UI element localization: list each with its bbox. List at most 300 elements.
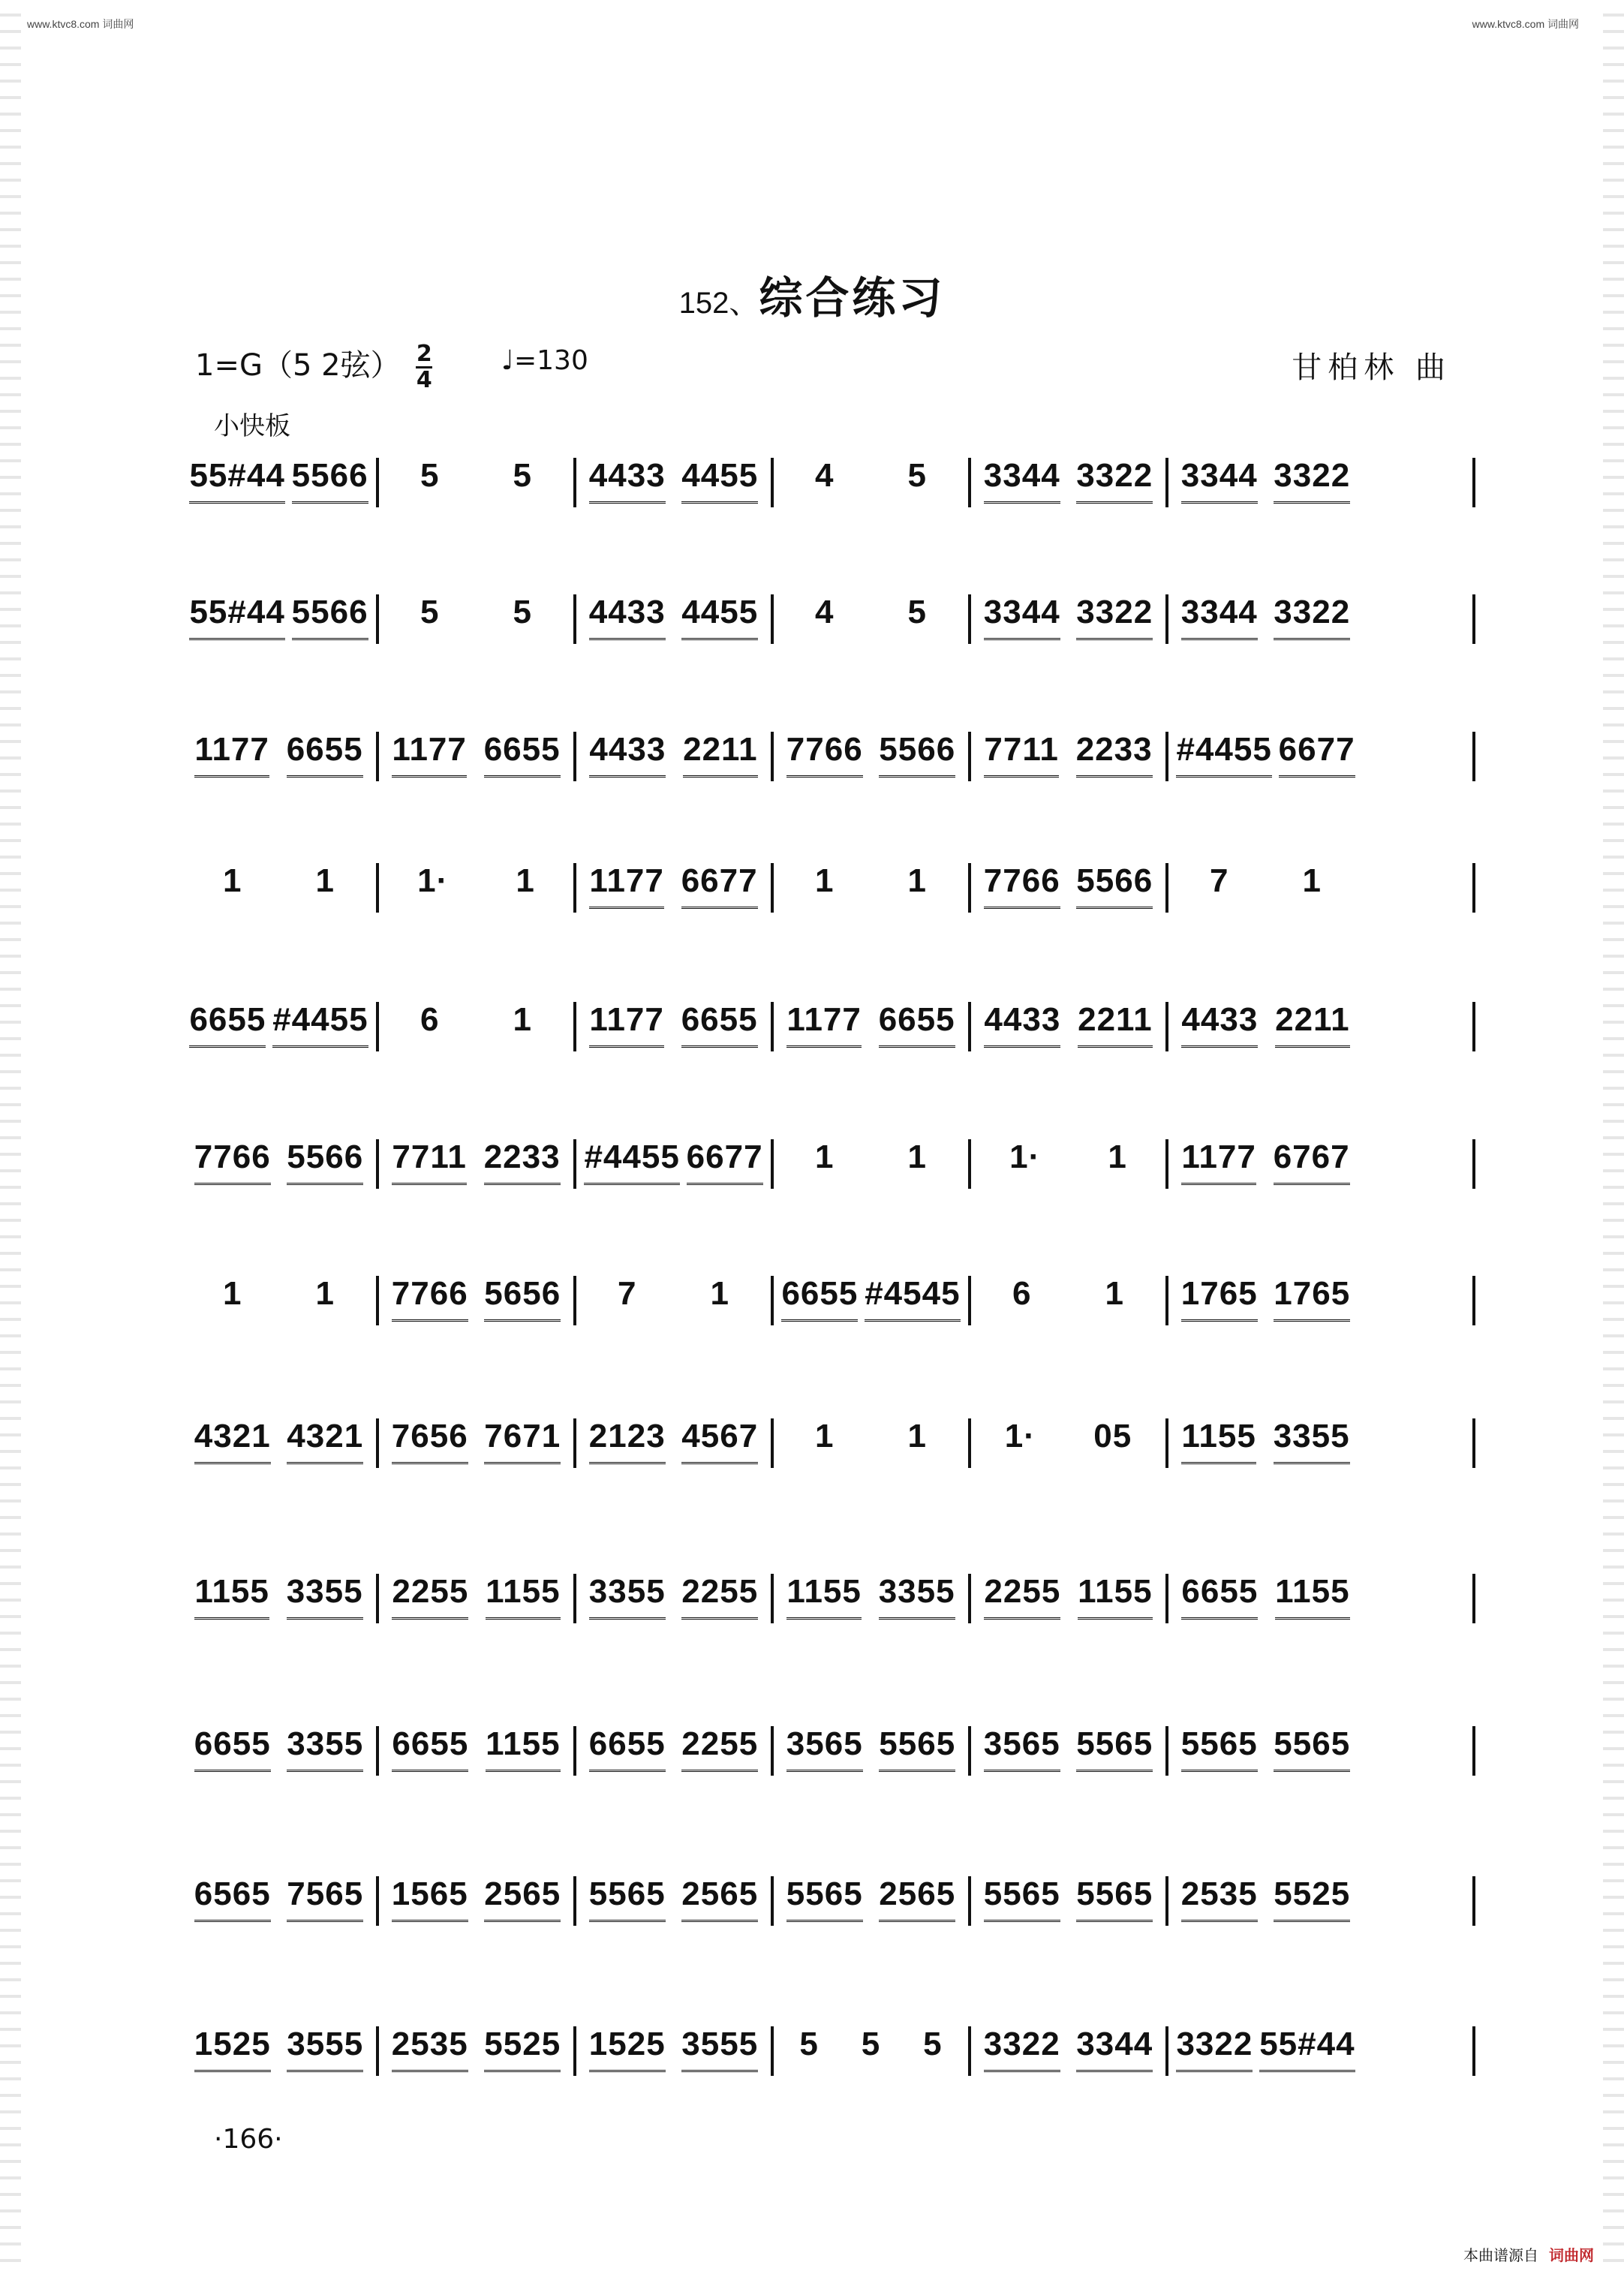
- note-group: 4433: [1181, 1002, 1258, 1048]
- barline: [1165, 1418, 1168, 1468]
- note-group: 5656: [484, 1276, 561, 1322]
- key-label: 1=G（5 2弦）: [195, 348, 401, 383]
- barline-end: [1472, 1002, 1475, 1051]
- note-group: 4321: [194, 1418, 271, 1464]
- barline: [376, 594, 379, 644]
- barline: [968, 863, 971, 913]
- note-group: 1765: [1274, 1276, 1350, 1322]
- note-group: 3322: [984, 2026, 1060, 2072]
- note-group: 1: [315, 1275, 335, 1312]
- score-row: [180, 1574, 1471, 1626]
- note-group: 1: [1108, 1139, 1127, 1175]
- barline: [573, 458, 576, 507]
- note-group: 5525: [484, 2026, 561, 2072]
- measure: [186, 1726, 371, 1779]
- measure: [976, 1276, 1161, 1328]
- measure: [383, 594, 569, 647]
- measure: [1173, 1139, 1358, 1192]
- score-row: [180, 1726, 1471, 1779]
- note-group: 1155: [786, 1574, 861, 1620]
- barline: [376, 1139, 379, 1189]
- measure: [1173, 2026, 1358, 2079]
- note-group: 1155: [486, 1574, 560, 1620]
- note-group: 3355: [287, 1574, 363, 1620]
- note-group: 2255: [392, 1574, 468, 1620]
- barline: [968, 1876, 971, 1926]
- barline: [376, 1726, 379, 1776]
- note-group: 1155: [1275, 1574, 1349, 1620]
- note-group: 1: [710, 1275, 729, 1312]
- measure: [581, 1139, 766, 1192]
- note-group: 2565: [681, 1876, 758, 1922]
- note-group: 7656: [392, 1418, 468, 1464]
- measure: [383, 1418, 569, 1471]
- note-group: 5: [513, 594, 532, 630]
- page-number: ·166·: [214, 2124, 283, 2155]
- barline: [376, 1876, 379, 1926]
- note-group: 5: [907, 457, 927, 494]
- barline: [1165, 732, 1168, 781]
- note-group: 1·: [1004, 1418, 1036, 1454]
- note-group: 7: [1210, 862, 1229, 899]
- measure: [1173, 1876, 1358, 1929]
- barline-end: [1472, 1276, 1475, 1325]
- measure: [186, 1574, 371, 1626]
- note-group: 1177: [194, 732, 269, 778]
- barline: [573, 863, 576, 913]
- note-group: 2255: [984, 1574, 1060, 1620]
- barline: [376, 732, 379, 781]
- note-group: #4455: [584, 1139, 679, 1185]
- measure: [1173, 1276, 1358, 1328]
- note-group: 6677: [1279, 732, 1355, 778]
- note-group: 1: [1302, 862, 1322, 899]
- measure: [778, 594, 964, 647]
- barline: [376, 2026, 379, 2076]
- note-group: 7: [618, 1275, 637, 1312]
- measure: [383, 458, 569, 510]
- note-group: 6655: [392, 1726, 468, 1772]
- measure: [383, 1139, 569, 1192]
- measure: [581, 2026, 766, 2079]
- measure: [976, 732, 1161, 784]
- measure: [778, 1002, 964, 1054]
- tempo-marking: ♩=130: [501, 345, 588, 376]
- barline-end: [1472, 863, 1475, 913]
- note-group: 5565: [1076, 1726, 1153, 1772]
- note-group: 6767: [1274, 1139, 1350, 1185]
- tempo-word: 小快板: [214, 411, 290, 441]
- note-group: 55#44: [189, 594, 284, 640]
- barline-end: [1472, 1418, 1475, 1468]
- measure: [186, 1418, 371, 1471]
- barline: [771, 2026, 774, 2076]
- measure: [186, 1002, 371, 1054]
- title-number: 152、: [678, 287, 759, 320]
- barline: [771, 1418, 774, 1468]
- barline: [1165, 2026, 1168, 2076]
- measure: [1173, 1574, 1358, 1626]
- measure: [581, 732, 766, 784]
- note-group: 4433: [984, 1002, 1060, 1048]
- header-watermark-right: www.ktvc8.com 词曲网: [1472, 18, 1579, 30]
- note-group: 3565: [786, 1726, 863, 1772]
- measure: [1173, 732, 1358, 784]
- barline: [376, 863, 379, 913]
- measure: [1173, 863, 1358, 916]
- score-row: [180, 732, 1471, 784]
- note-group: 5525: [1274, 1876, 1350, 1922]
- score-row: [180, 2026, 1471, 2079]
- barline: [968, 2026, 971, 2076]
- barline: [968, 594, 971, 644]
- note-group: 5: [861, 2026, 881, 2062]
- note-group: 1565: [392, 1876, 468, 1922]
- measure: [976, 1418, 1161, 1471]
- barline: [573, 2026, 576, 2076]
- barline: [1165, 1002, 1168, 1051]
- footer-source: 本曲谱源自: [1463, 2246, 1538, 2264]
- note-group: 6: [1012, 1275, 1032, 1312]
- note-group: 1: [513, 1001, 532, 1038]
- note-group: 5565: [1076, 1876, 1153, 1922]
- note-group: 1·: [1009, 1139, 1041, 1175]
- note-group: 2123: [589, 1418, 666, 1464]
- time-sig-bottom: 4: [416, 366, 432, 393]
- barline: [968, 1726, 971, 1776]
- barline: [771, 863, 774, 913]
- measure: [383, 1876, 569, 1929]
- barline: [1165, 594, 1168, 644]
- measure: [976, 1876, 1161, 1929]
- note-group: 1: [907, 862, 927, 899]
- note-group: 1155: [1078, 1574, 1152, 1620]
- note-group: 5: [420, 594, 440, 630]
- note-group: 6655: [189, 1002, 266, 1048]
- measure: [1173, 1418, 1358, 1471]
- barline: [1165, 1139, 1168, 1189]
- barline: [771, 458, 774, 507]
- measure: [581, 1726, 766, 1779]
- header-watermark-left: www.ktvc8.com 词曲网: [27, 18, 134, 30]
- note-group: 1765: [1181, 1276, 1258, 1322]
- measure: [778, 863, 964, 916]
- note-group: #4455: [1176, 732, 1271, 778]
- note-group: 6655: [589, 1726, 666, 1772]
- barline: [573, 1876, 576, 1926]
- barline: [968, 732, 971, 781]
- note-group: 1: [223, 1275, 242, 1312]
- measure: [976, 863, 1161, 916]
- measure: [778, 1418, 964, 1471]
- measure: [186, 863, 371, 916]
- barline: [771, 1574, 774, 1623]
- note-group: 5565: [984, 1876, 1060, 1922]
- note-group: 05: [1093, 1418, 1132, 1454]
- note-group: 4433: [589, 458, 666, 504]
- score-row: [180, 458, 1471, 510]
- note-group: 5565: [879, 1726, 955, 1772]
- footer-brand: 词曲网: [1549, 2246, 1594, 2264]
- barline-end: [1472, 1726, 1475, 1776]
- note-group: 4455: [681, 458, 758, 504]
- measure: [383, 863, 569, 916]
- note-group: 1: [815, 862, 835, 899]
- barline: [968, 1002, 971, 1051]
- footer: [1463, 2243, 1594, 2265]
- note-group: 4: [815, 457, 835, 494]
- note-group: 1177: [589, 1002, 663, 1048]
- note-group: 5: [513, 457, 532, 494]
- note-group: 1155: [1181, 1418, 1256, 1464]
- note-group: 4567: [681, 1418, 758, 1464]
- barline: [771, 594, 774, 644]
- barline: [968, 1139, 971, 1189]
- note-group: 2255: [681, 1574, 758, 1620]
- barline: [573, 1002, 576, 1051]
- note-group: 3344: [984, 458, 1060, 504]
- barline: [771, 1139, 774, 1189]
- note-group: 3322: [1076, 458, 1153, 504]
- measure: [778, 1574, 964, 1626]
- score-row: [180, 1139, 1471, 1192]
- note-group: 7766: [984, 863, 1060, 909]
- barline: [771, 1276, 774, 1325]
- note-group: 7711: [392, 1139, 466, 1185]
- note-group: 1: [315, 862, 335, 899]
- note-group: 2255: [681, 1726, 758, 1772]
- measure: [976, 1574, 1161, 1626]
- note-group: 1: [815, 1418, 835, 1454]
- note-group: 55#44: [189, 458, 284, 504]
- note-group: 7565: [287, 1876, 363, 1922]
- note-group: 4455: [681, 594, 758, 640]
- barline-end: [1472, 594, 1475, 644]
- note-group: 1: [815, 1139, 835, 1175]
- note-group: 7711: [984, 732, 1058, 778]
- note-group: 5566: [1076, 863, 1153, 909]
- measure: [778, 458, 964, 510]
- barline: [771, 1002, 774, 1051]
- barline: [573, 1418, 576, 1468]
- measure: [383, 2026, 569, 2079]
- note-group: 4: [815, 594, 835, 630]
- barline-end: [1472, 1574, 1475, 1623]
- note-group: 3555: [287, 2026, 363, 2072]
- barline: [376, 1002, 379, 1051]
- measure: [1173, 1002, 1358, 1054]
- measure: [581, 594, 766, 647]
- note-group: 6655: [781, 1276, 858, 1322]
- measure: [383, 1276, 569, 1328]
- measure: [1173, 458, 1358, 510]
- measure: [186, 2026, 371, 2079]
- barline: [573, 1276, 576, 1325]
- barline: [771, 732, 774, 781]
- barline-end: [1472, 458, 1475, 507]
- barline-end: [1472, 732, 1475, 781]
- note-group: 1177: [1181, 1139, 1256, 1185]
- barline-end: [1472, 1139, 1475, 1189]
- measure: [383, 1726, 569, 1779]
- measure: [976, 1002, 1161, 1054]
- measure: [581, 1574, 766, 1626]
- note-group: 5565: [1181, 1726, 1258, 1772]
- measure: [976, 1139, 1161, 1192]
- note-group: 4321: [287, 1418, 363, 1464]
- note-group: 2233: [1076, 732, 1153, 778]
- measure: [778, 1726, 964, 1779]
- note-group: 3322: [1076, 594, 1153, 640]
- measure: [581, 1876, 766, 1929]
- score-row: [180, 1276, 1471, 1328]
- measure: [778, 1139, 964, 1192]
- note-group: 2535: [392, 2026, 468, 2072]
- measure: [383, 1574, 569, 1626]
- note-group: 6655: [879, 1002, 955, 1048]
- note-group: 3344: [1181, 458, 1258, 504]
- note-group: 3344: [1181, 594, 1258, 640]
- barline: [968, 458, 971, 507]
- note-group: 5: [799, 2026, 819, 2062]
- note-group: 1: [223, 862, 242, 899]
- right-margin-strip: [1603, 0, 1624, 2271]
- barline: [968, 1574, 971, 1623]
- note-group: 5566: [287, 1139, 363, 1185]
- barline: [771, 1726, 774, 1776]
- note-group: 5: [907, 594, 927, 630]
- barline: [1165, 1276, 1168, 1325]
- note-group: 5565: [589, 1876, 666, 1922]
- note-group: 7766: [392, 1276, 468, 1322]
- barline: [376, 458, 379, 507]
- note-group: 5: [923, 2026, 943, 2062]
- measure: [383, 1002, 569, 1054]
- note-group: 6677: [681, 863, 758, 909]
- note-group: 4433: [589, 594, 666, 640]
- measure: [581, 1002, 766, 1054]
- note-group: 3322: [1274, 594, 1350, 640]
- note-group: 1155: [486, 1726, 560, 1772]
- measure: [778, 1276, 964, 1328]
- note-group: 1177: [589, 863, 663, 909]
- measure: [976, 2026, 1161, 2079]
- barline: [573, 732, 576, 781]
- measure: [186, 1876, 371, 1929]
- left-margin-strip: [0, 0, 21, 2271]
- note-group: 1: [907, 1418, 927, 1454]
- measure: [976, 594, 1161, 647]
- barline: [771, 1876, 774, 1926]
- note-group: 4433: [589, 732, 666, 778]
- note-group: 5565: [1274, 1726, 1350, 1772]
- score-row: [180, 1418, 1471, 1471]
- barline: [573, 1139, 576, 1189]
- measure: [778, 2026, 964, 2079]
- note-group: 3344: [1076, 2026, 1153, 2072]
- barline: [573, 1726, 576, 1776]
- note-group: 1: [907, 1139, 927, 1175]
- note-group: 5565: [786, 1876, 863, 1922]
- measure: [383, 732, 569, 784]
- note-group: 1·: [417, 862, 449, 899]
- note-group: 1155: [194, 1574, 269, 1620]
- note-group: 1: [516, 862, 535, 899]
- barline: [1165, 1876, 1168, 1926]
- note-group: 3322: [1176, 2026, 1253, 2072]
- measure: [186, 732, 371, 784]
- note-group: 7766: [786, 732, 863, 778]
- note-group: 3355: [879, 1574, 955, 1620]
- measure: [186, 1276, 371, 1328]
- note-group: 6: [420, 1001, 440, 1038]
- note-group: 3555: [681, 2026, 758, 2072]
- measure: [581, 1276, 766, 1328]
- barline: [968, 1276, 971, 1325]
- barline: [376, 1574, 379, 1623]
- note-group: 6677: [687, 1139, 763, 1185]
- barline: [573, 1574, 576, 1623]
- barline: [968, 1418, 971, 1468]
- title-text: 综合练习: [759, 272, 946, 323]
- note-group: 2211: [1078, 1002, 1152, 1048]
- note-group: 7671: [484, 1418, 561, 1464]
- note-group: 1525: [589, 2026, 666, 2072]
- note-group: 6655: [287, 732, 363, 778]
- note-group: 2211: [683, 732, 757, 778]
- note-group: 2565: [484, 1876, 561, 1922]
- note-group: 6655: [194, 1726, 271, 1772]
- measure: [1173, 594, 1358, 647]
- note-group: 6565: [194, 1876, 271, 1922]
- note-group: 5566: [879, 732, 955, 778]
- note-group: 1177: [786, 1002, 861, 1048]
- measure: [186, 594, 371, 647]
- score-row: [180, 1876, 1471, 1929]
- measure: [1173, 1726, 1358, 1779]
- note-group: 3355: [287, 1726, 363, 1772]
- note-group: 1: [1105, 1275, 1124, 1312]
- barline: [1165, 863, 1168, 913]
- note-group: 3344: [984, 594, 1060, 640]
- note-group: 7766: [194, 1139, 271, 1185]
- note-group: 2535: [1181, 1876, 1258, 1922]
- key-signature: [195, 341, 432, 393]
- note-group: 6655: [484, 732, 561, 778]
- score-row: [180, 863, 1471, 916]
- measure: [976, 1726, 1161, 1779]
- note-group: 1177: [392, 732, 466, 778]
- measure: [581, 1418, 766, 1471]
- measure: [581, 863, 766, 916]
- note-group: 2233: [484, 1139, 561, 1185]
- score-row: [180, 594, 1471, 647]
- note-group: #4545: [865, 1276, 960, 1322]
- note-group: 2211: [1275, 1002, 1349, 1048]
- note-group: 3565: [984, 1726, 1060, 1772]
- note-group: 55#44: [1259, 2026, 1355, 2072]
- composer: 甘柏林 曲: [1292, 350, 1451, 385]
- time-sig-top: 2: [416, 340, 432, 367]
- note-group: 6655: [1181, 1574, 1258, 1620]
- measure: [186, 1139, 371, 1192]
- barline: [1165, 1574, 1168, 1623]
- measure: [778, 1876, 964, 1929]
- note-group: 5566: [292, 594, 368, 640]
- barline: [376, 1276, 379, 1325]
- barline-end: [1472, 2026, 1475, 2076]
- barline: [1165, 1726, 1168, 1776]
